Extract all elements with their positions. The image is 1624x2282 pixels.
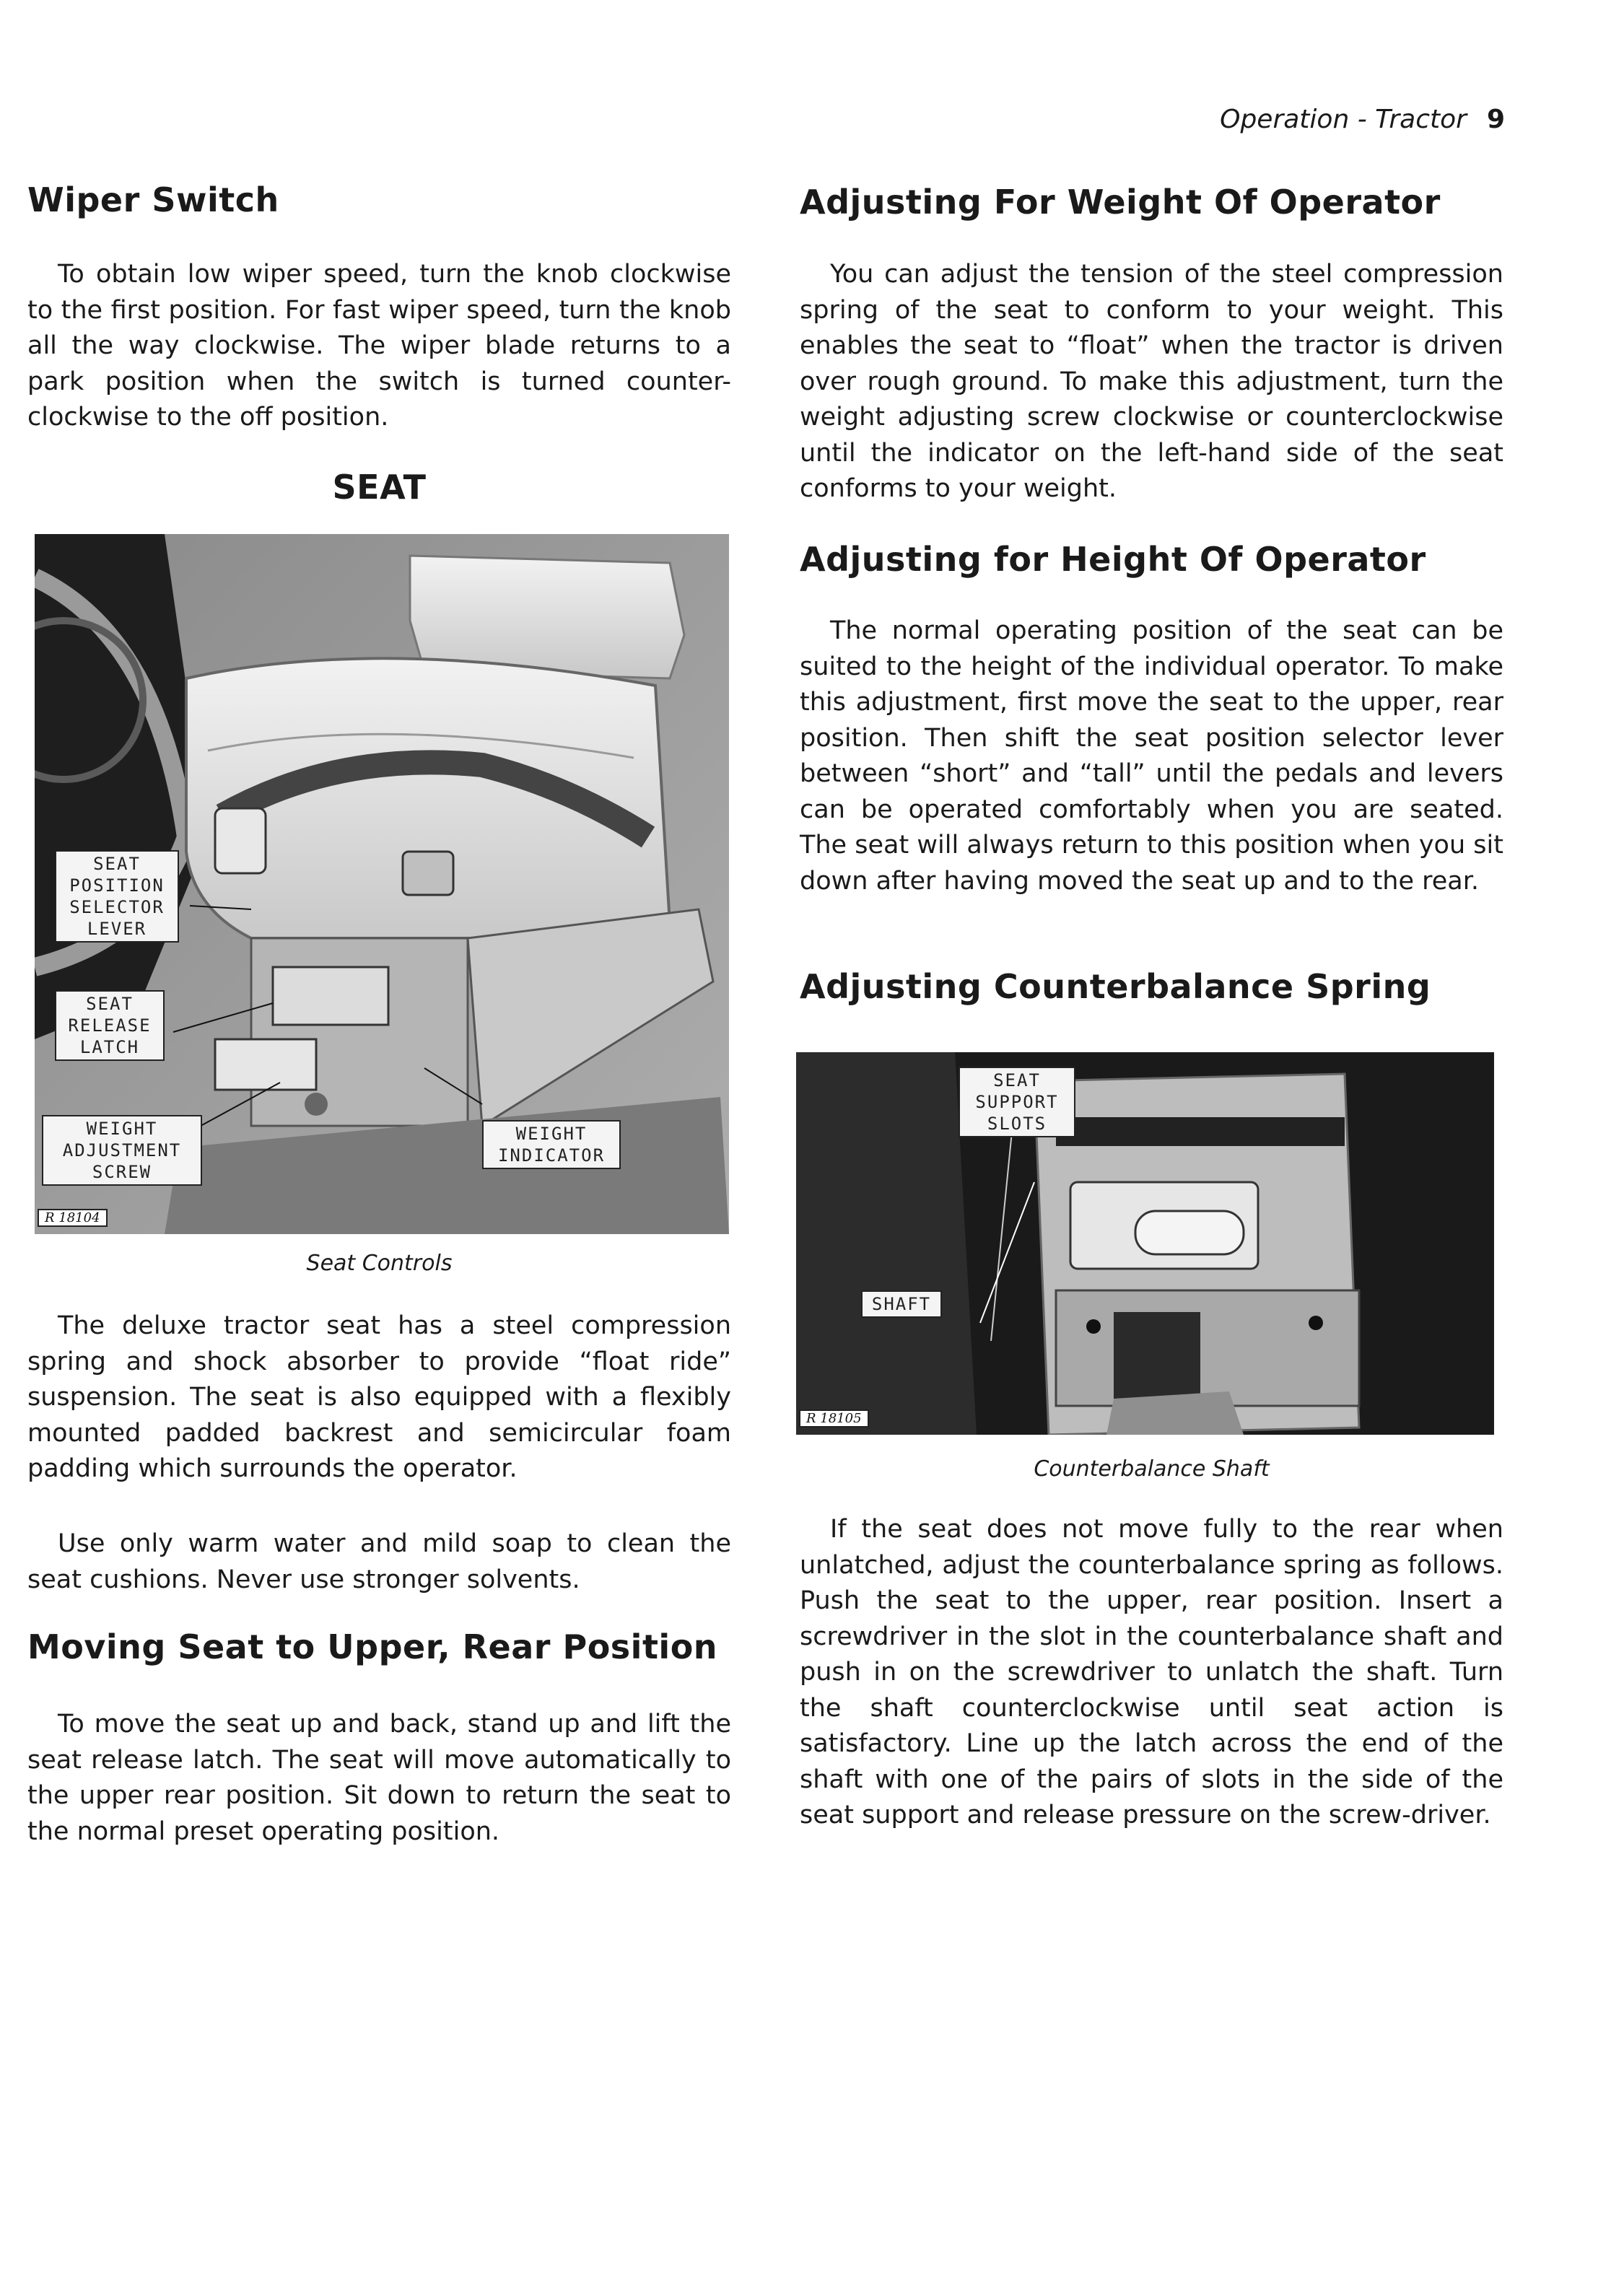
seat-description-body: The deluxe tractor seat has a steel compression spring and shock absorber to provide “float ride” suspension. The seat is also equipped with a flexibly mounted padded backrest and semicircular foam padding which surrounds the operator. (27, 1311, 731, 1483)
callout-seat-support-slots: SEAT SUPPORT SLOTS (959, 1067, 1075, 1137)
height-adjust-heading: Adjusting for Height Of Operator (800, 540, 1426, 579)
callout-shaft: SHAFT (861, 1290, 942, 1318)
figure-ref-number: R 18104 (38, 1209, 108, 1227)
moving-seat-body: To move the seat up and back, stand up and lift the seat release latch. The seat will move automatically to the upper rear position. Sit down to return the seat to the normal preset operating position. (27, 1710, 731, 1846)
callout-seat-release-latch: SEAT RELEASE LATCH (55, 990, 165, 1061)
counterbalance-shaft-photo (796, 1052, 1494, 1435)
weight-adjust-heading: Adjusting For Weight Of Operator (800, 183, 1441, 222)
page-number: 9 (1486, 105, 1505, 134)
page-header (1220, 105, 1505, 134)
section-title: Operation - Tractor (1220, 105, 1467, 134)
height-adjust-body: The normal operating position of the seat can be suited to the height of the individual operator. To make this adjustment, first move the seat to the upper, rear position. Then shift the seat position selector lever between “short” and “tall” until the pedals and levers can be operated comfortably when you are seated. The seat will always return to this position when you sit down after having moved the seat up and to the rear. (800, 616, 1503, 896)
wiper-switch-body: To obtain low wiper speed, turn the knob clockwise to the first position. For fast wiper speed, turn the knob all the way clockwise. The wiper blade returns to a park position when the switch is turned counter-clockwise to the off position. (27, 260, 731, 432)
callout-weight-adjustment-screw: WEIGHT ADJUSTMENT SCREW (42, 1115, 202, 1186)
seat-heading: SEAT (332, 468, 427, 507)
seat-cleaning-body: Use only warm water and mild soap to clean the seat cushions. Never use stronger solvents. (27, 1529, 731, 1594)
seat-controls-photo (35, 534, 729, 1234)
callout-weight-indicator: WEIGHT INDICATOR (482, 1120, 621, 1169)
counterbalance-body: If the seat does not move fully to the rear when unlatched, adjust the counterbalance spring as follows. Push the seat to the upper, rear position. Insert a screwdriver in the slot in the counterbalance shaft and push in on the screwdriver to unlatch the shaft. Turn the shaft counterclockwise until seat action is satisfactory. Line up the latch across the end of the shaft with one of the pairs of slots in the side of the seat support and release pressure on the screw-driver. (800, 1515, 1503, 1829)
callout-seat-position-selector-lever: SEAT POSITION SELECTOR LEVER (55, 850, 179, 943)
moving-seat-heading: Moving Seat to Upper, Rear Position (27, 1627, 718, 1666)
figure-ref-number: R 18105 (799, 1409, 869, 1428)
weight-adjust-body: You can adjust the tension of the steel compression spring of the seat to conform to your weight. This enables the seat to “float” when the tractor is driven over rough ground. To make this adjustment, turn the weight adjusting screw clockwise or counterclockwise until the indicator on the left-hand side of the seat conforms to your weight. (800, 260, 1503, 503)
seat-controls-caption: Seat Controls (306, 1251, 453, 1276)
wiper-switch-heading: Wiper Switch (27, 180, 279, 219)
counterbalance-heading: Adjusting Counterbalance Spring (800, 967, 1431, 1006)
counterbalance-shaft-caption: Counterbalance Shaft (1034, 1456, 1270, 1482)
